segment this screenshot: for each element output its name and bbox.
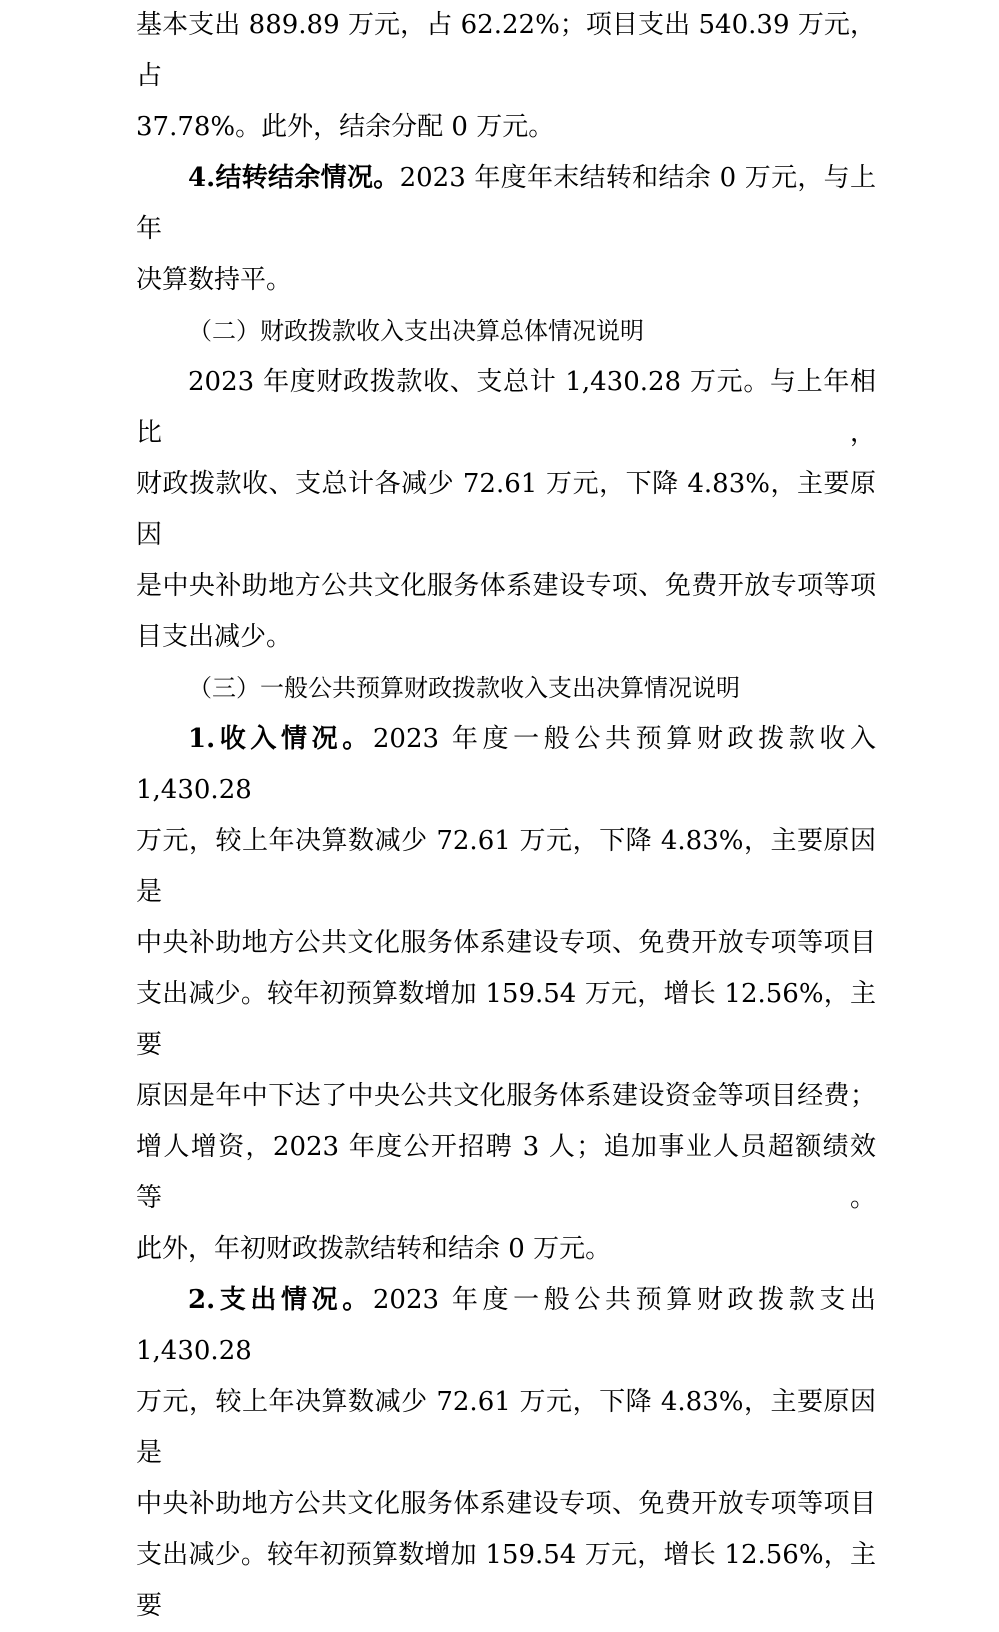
text-line: 2023 年度财政拨款收、支总计 1,430.28 万元。与上年相比， (136, 367, 876, 448)
paragraph-fiscal-overview (136, 357, 876, 663)
text-line: 财政拨款收、支总计各减少 72.61 万元，下降 4.83%，主要原因 (136, 469, 876, 550)
text-line: 原因是年中下达了中央公共文化服务体系建设资金等项目经费； (136, 1081, 876, 1111)
text-line: 增人增资，2023 年度公开招聘 3 人；追加事业人员超额绩效等。 (136, 1132, 876, 1213)
text-line: 万元，较上年决算数减少 72.61 万元，下降 4.83%，主要原因是 (136, 826, 876, 907)
text-line: 目支出减少。 (136, 622, 293, 652)
text-run: 2023 年度一般公共预算财政拨款支出 1,430.28 (136, 1285, 876, 1366)
paragraph-carryover-balance (136, 153, 876, 306)
text-run: 2023 年度年末结转和结余 0 万元，与上年 (136, 163, 876, 244)
text-line (136, 714, 876, 816)
document-page (136, 0, 876, 1632)
text-line: 万元，较上年决算数减少 72.61 万元，下降 4.83%，主要原因是 (136, 1387, 876, 1468)
text-run: 2023 年度一般公共预算财政拨款收入 1,430.28 (136, 724, 876, 805)
text-line: 中央补助地方公共文化服务体系建设专项、免费开放专项等项目 (136, 928, 876, 958)
text-line (136, 153, 876, 255)
paragraph-expenditure (136, 1275, 876, 1632)
section-lead: 4.结转结余情况。 (188, 163, 400, 193)
section-lead: 1.收入情况。 (188, 724, 373, 754)
section-heading: （二）财政拨款收入支出决算总体情况说明 (188, 317, 644, 345)
section-lead: 2.支出情况。 (188, 1285, 373, 1315)
section-heading: （三）一般公共预算财政拨款收入支出决算情况说明 (188, 674, 740, 702)
text-line: 决算数持平。 (136, 265, 293, 295)
text-line (136, 1275, 876, 1377)
text-line: 基本支出 889.89 万元，占 62.22%；项目支出 540.39 万元，占 (136, 10, 876, 91)
paragraph-expenditure-breakdown (136, 0, 876, 153)
paragraph-income (136, 714, 876, 1275)
text-line: 支出减少。较年初预算数增加 159.54 万元，增长 12.56%，主要 (136, 1540, 876, 1621)
text-line: 37.78%。此外，结余分配 0 万元。 (136, 112, 555, 142)
text-line: 支出减少。较年初预算数增加 159.54 万元，增长 12.56%，主要 (136, 979, 876, 1060)
text-line: 此外，年初财政拨款结转和结余 0 万元。 (136, 1234, 612, 1264)
text-line: 中央补助地方公共文化服务体系建设专项、免费开放专项等项目 (136, 1489, 876, 1519)
text-line: 是中央补助地方公共文化服务体系建设专项、免费开放专项等项 (136, 571, 876, 601)
